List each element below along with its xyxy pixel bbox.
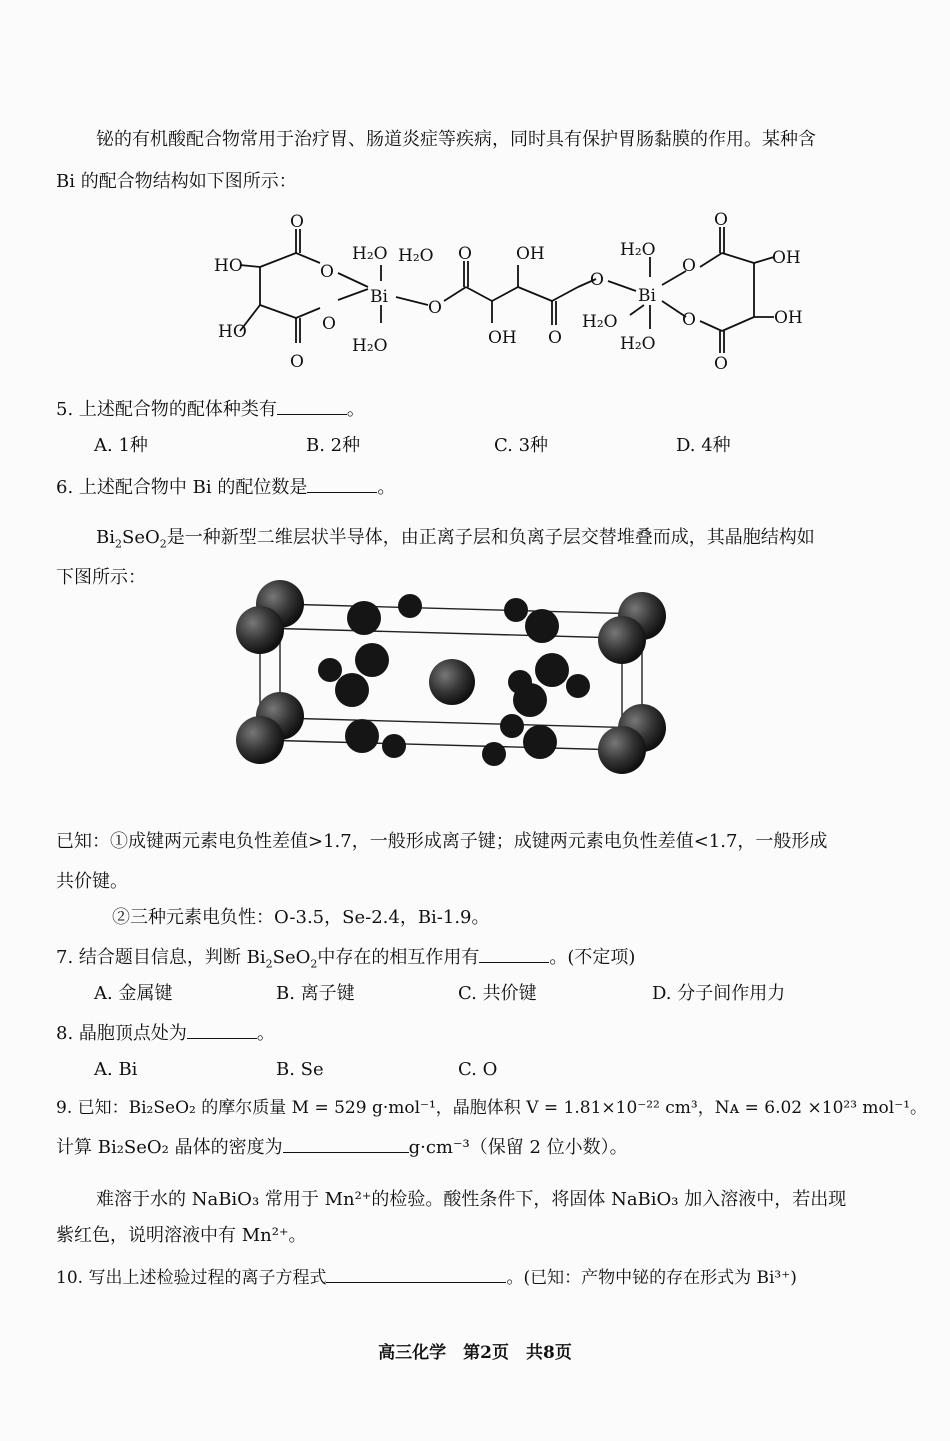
label-h2o: H₂O <box>620 334 656 354</box>
q8-answer-blank[interactable] <box>187 1020 257 1039</box>
q6-end: 。 <box>377 477 396 498</box>
q5-option-a[interactable]: A. 1种 <box>94 435 148 456</box>
q8-number: 8. <box>56 1023 74 1044</box>
q9-line1: 9. 已知：Bi₂SeO₂ 的摩尔质量 M = 529 g·mol⁻¹，晶胞体积 V = 1.81×10⁻²² cm³，Nᴀ = 6.02 ×10²³ mol⁻¹。 <box>56 1098 928 1118</box>
page-footer: 高三化学 第2页 共8页 <box>378 1343 572 1363</box>
label-o: O <box>320 262 334 282</box>
q10-answer-blank[interactable] <box>326 1264 506 1283</box>
q5-option-b[interactable]: B. 2种 <box>306 435 361 456</box>
q7-stem-pre: 结合题目信息，判断 Bi <box>78 947 266 968</box>
q9-unit: g·cm⁻³（保留 2 位小数）。 <box>408 1137 628 1158</box>
q5-end: 。 <box>346 399 365 420</box>
q9-stem: 计算 Bi₂SeO₂ 晶体的密度为 <box>56 1137 283 1158</box>
passage3-line2: 紫红色，说明溶液中有 Mn²⁺。 <box>56 1225 307 1246</box>
q7-answer-blank[interactable] <box>479 944 549 963</box>
label-bi: Bi <box>370 287 388 307</box>
label-o: O <box>682 310 696 330</box>
passage3-line1: 难溶于水的 NaBiO₃ 常用于 Mn²⁺的检验。酸性条件下，将固体 NaBiO₃ 加入溶液中，若出现 <box>96 1189 847 1210</box>
passage1-line2: Bi 的配合物结构如下图所示： <box>56 171 297 192</box>
formula-sub: 2 <box>159 537 167 551</box>
q8-option-b[interactable]: B. Se <box>276 1059 324 1080</box>
label-ho: HO <box>214 256 243 276</box>
passage2-line2: 下图所示： <box>56 567 146 588</box>
q8-option-a[interactable]: A. Bi <box>94 1059 138 1080</box>
label-o: O <box>458 244 472 264</box>
label-o: O <box>714 354 728 374</box>
label-h2o: H₂O <box>582 312 618 332</box>
q8-option-c[interactable]: C. O <box>458 1059 498 1080</box>
label-oh: OH <box>772 248 801 268</box>
passage2-line1 <box>96 526 815 557</box>
label-h2o: H₂O <box>352 336 388 356</box>
known-line2: 共价键。 <box>56 871 128 892</box>
q9-answer-blank[interactable] <box>283 1134 409 1153</box>
q8-stem: 晶胞顶点处为 <box>78 1023 187 1044</box>
q6-stem: 上述配合物中 Bi 的配位数是 <box>78 477 308 498</box>
formula-bi: Bi <box>96 527 115 548</box>
q6-number: 6. <box>56 477 74 498</box>
q7-stem-post: 中存在的相互作用有 <box>317 947 480 968</box>
known-line1: 已知：①成键两元素电负性差值>1.7，一般形成离子键；成键两元素电负性差值<1.7，一般形成 <box>56 831 828 852</box>
label-ho: HO <box>218 322 247 342</box>
label-h2o: H₂O <box>620 240 656 260</box>
passage2-text: 是一种新型二维层状半导体，由正离子层和负离子层交替堆叠而成，其晶胞结构如 <box>166 527 815 548</box>
question-5 <box>56 396 365 422</box>
question-6 <box>56 474 395 500</box>
q7-option-a[interactable]: A. 金属键 <box>94 983 173 1004</box>
q8-end: 。 <box>256 1023 275 1044</box>
label-o: O <box>714 210 728 230</box>
q5-option-c[interactable]: C. 3种 <box>494 435 549 456</box>
q7-option-d[interactable]: D. 分子间作用力 <box>652 983 786 1004</box>
q7-option-b[interactable]: B. 离子键 <box>276 983 355 1004</box>
question-10 <box>56 1264 797 1290</box>
label-bi: Bi <box>638 286 656 306</box>
label-oh: OH <box>774 308 803 328</box>
q6-answer-blank[interactable] <box>307 474 377 493</box>
q5-option-d[interactable]: D. 4种 <box>676 435 731 456</box>
label-h2o: H₂O <box>352 244 388 264</box>
q10-number: 10. <box>56 1268 84 1288</box>
q10-stem: 写出上述检验过程的离子方程式 <box>88 1268 327 1288</box>
label-o: O <box>290 212 304 232</box>
q5-number: 5. <box>56 399 74 420</box>
q5-stem: 上述配合物的配体种类有 <box>78 399 277 420</box>
label-o: O <box>548 328 562 348</box>
formula-seo: SeO <box>121 527 160 548</box>
q7-stem-mid: SeO <box>272 947 311 968</box>
q7-number: 7. <box>56 947 74 968</box>
passage1-line1: 铋的有机酸配合物常用于治疗胃、肠道炎症等疾病，同时具有保护胃肠黏膜的作用。某种含 <box>96 129 816 150</box>
question-7: 7. 结合题目信息，判断 $Bi_2SeO_2$中存在的相互作用有 。(不定项) <box>56 944 635 977</box>
label-o: O <box>290 352 304 372</box>
bi-complex-structure <box>200 205 820 375</box>
formula-sub: 2 <box>114 537 122 551</box>
q10-end: 。(已知：产物中铋的存在形式为 Bi³⁺) <box>506 1268 797 1288</box>
label-o: O <box>322 314 336 334</box>
label-o: O <box>428 298 442 318</box>
known-line3: ②三种元素电负性：O-3.5，Se-2.4，Bi-1.9。 <box>112 907 490 928</box>
q7-end: 。(不定项) <box>549 947 636 968</box>
label-oh: OH <box>488 328 517 348</box>
label-h2o: H₂O <box>398 246 434 266</box>
label-o: O <box>590 270 604 290</box>
q5-answer-blank[interactable] <box>277 396 347 415</box>
label-oh: OH <box>516 244 545 264</box>
q9-line2 <box>56 1134 628 1160</box>
q7-option-c[interactable]: C. 共价键 <box>458 983 537 1004</box>
question-8 <box>56 1020 275 1046</box>
label-o: O <box>682 256 696 276</box>
crystal-cell-diagram <box>230 578 680 788</box>
